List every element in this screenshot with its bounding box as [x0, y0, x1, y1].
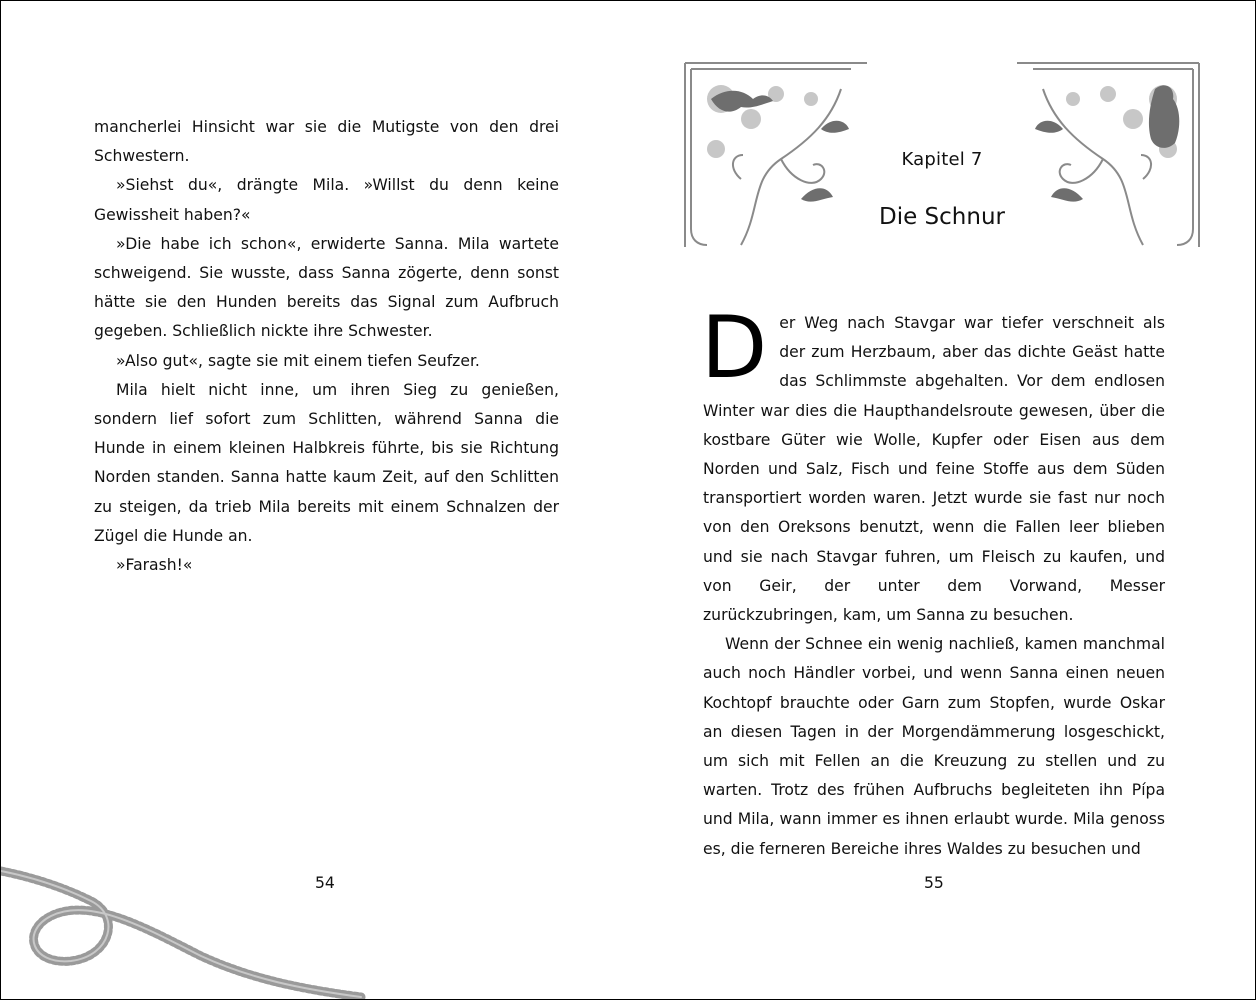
paragraph: Mila hielt nicht inne, um ihren Sieg zu genießen, sondern lief sofort zum Schlitten, während Sanna die Hunde in einem kleinen Halbkreis führte, bis sie Richtung Norden standen. Sanna hatte kaum Zeit, auf den Schlitten zu steigen, da trieb Mila bereits mit einem Schnalzen der Zügel die Hunde an.: [94, 380, 559, 545]
chapter-label: Kapitel 7: [901, 149, 983, 170]
chapter-title: Die Schnur: [879, 204, 1005, 230]
page-number: 54: [315, 874, 335, 892]
paragraph-text: er Weg nach Stavgar war tiefer verschneit als der zum Herzbaum, aber das dichte Geäst hatte das Schlimmste abgehalten. Vor dem endlosen Winter war dies die Haupthandelsroute gewesen, über die kostbare Güter wie Wolle, Kupfer oder Eisen aus dem Norden und Salz, Fisch und feine Stoffe aus dem Süden transportiert worden waren. Jetzt wurde sie fast nur noch von den Oreksons benutzt, wenn die Fallen leer blieben und sie nach Stavgar fuhren, um Fleisch zu kaufen, und von Geir, der unter dem Vorwand, Messer zurückzubringen, kam, um Sanna zu besuchen.: [703, 314, 1165, 625]
right-page-text: [701, 298, 1165, 864]
left-page: [1, 1, 629, 999]
paragraph: »Also gut«, sagte sie mit einem tiefen Seufzer.: [116, 351, 480, 370]
paragraph: »Die habe ich schon«, erwiderte Sanna. Mila wartete schweigend. Sie wusste, dass Sanna zögerte, denn sonst hätte sie den Hunden bereits das Signal zum Aufbruch gegeben. Schließlich nickte ihre Schwester.: [94, 234, 559, 341]
paragraph: [701, 298, 1165, 630]
right-page: [629, 1, 1255, 999]
page-number: 55: [924, 874, 944, 892]
left-page-text: [94, 113, 559, 580]
paragraph: »Siehst du«, drängte Mila. »Willst du denn keine Gewissheit haben?«: [94, 176, 559, 224]
paragraph: Wenn der Schnee ein wenig nachließ, kamen manchmal auch noch Händler vorbei, und wenn Sanna einen neuen Kochtopf brauchte oder Garn zum Stopfen, wurde Oskar an diesen Tagen in der Morgendämmerung losgeschickt, um sich mit Fellen an die Kreuzung zu stellen und zu warten. Trotz des frühen Aufbruchs begleiteten ihn Pípa und Mila, wann immer es ihnen erlaubt wurde. Mila genoss es, die ferneren Bereiche ihres Waldes zu besuchen und: [703, 635, 1165, 858]
drop-cap: D: [701, 298, 768, 398]
paragraph: mancherlei Hinsicht war sie die Mutigste von den drei Schwestern.: [94, 118, 559, 166]
rope-decoration: [1, 861, 373, 999]
paragraph: »Farash!«: [116, 556, 193, 575]
